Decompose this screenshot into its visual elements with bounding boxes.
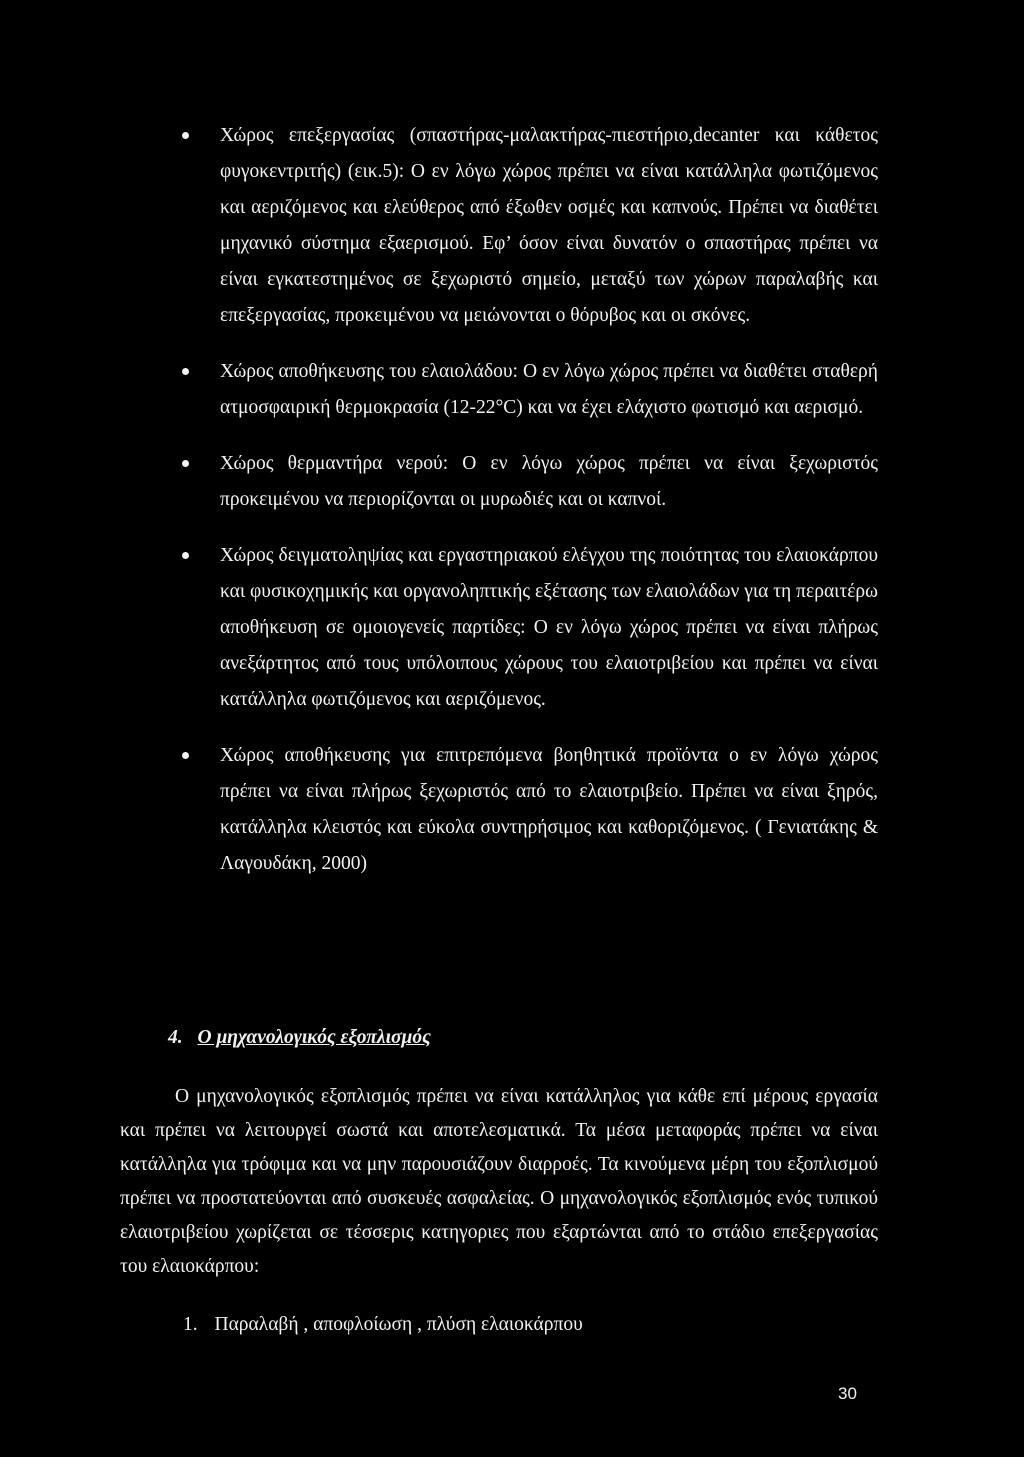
bullet-icon bbox=[182, 132, 189, 139]
body-paragraph: Ο μηχανολογικός εξοπλισμός πρέπει να είναι κατάλληλος για κάθε επί μέρους εργασία και πρέπει να λειτουργεί σωστά και αποτελεσματικά. Τα μέσα μεταφοράς πρέπει να είναι κατάλληλα για τρόφιμα και να μην παρουσιάζουν διαρροές. Τα κινούμενα μέρη του εξοπλισμού πρέπει να προστατεύονται από συσκευές ασφαλείας. Ο μηχανολογικός εξοπλισμός ενός τυπικού ελαιοτριβείου χωρίζεται σε τέσσερις κατηγοριες που εξαρτώνται από το στάδιο επεξεργασίας του ελαιοκάρπου: bbox=[120, 1086, 878, 1277]
bullet-item-oil-storage bbox=[0, 354, 1024, 426]
bullet-text: Χώρος θερμαντήρα νερού: Ο εν λόγω χώρος πρέπει να είναι ξεχωριστός προκειμένου να περιορίζονται οι μυρωδιές και οι καπνοί. bbox=[220, 453, 878, 510]
section-heading bbox=[168, 1027, 431, 1049]
bullet-icon bbox=[182, 460, 189, 467]
bullet-text: Χώρος αποθήκευσης του ελαιολάδου: Ο εν λόγω χώρος πρέπει να διαθέτει σταθερή ατμοσφαιρική θερμοκρασία (12-22°C) και να έχει ελάχιστο φωτισμό και αερισμό. bbox=[220, 361, 878, 418]
section-number: 4. bbox=[168, 1027, 183, 1048]
bullet-icon bbox=[182, 368, 189, 375]
bullet-text: Χώρος δειγματοληψίας και εργαστηριακού ελέγχου της ποιότητας του ελαιοκάρπου και φυσικοχημικής και οργανοληπτικής εξέτασης των ελαιολάδων για τη περαιτέρω αποθήκευση σε ομοιογενείς παρτίδες: Ο εν λόγω χώρος πρέπει να είναι πλήρως ανεξάρτητος από τους υπόλοιπους χώρους του ελαιοτριβείου και πρέπει να είναι κατάλληλα φωτιζόμενος και αεριζόμενος. bbox=[220, 545, 878, 710]
bullet-item-laboratory bbox=[0, 538, 1024, 718]
bullet-item-processing-area bbox=[0, 118, 1024, 334]
section-title: Ο μηχανολογικός εξοπλισμός bbox=[197, 1027, 431, 1048]
bullet-icon bbox=[182, 752, 189, 759]
list-item-text: Παραλαβή , αποφλοίωση , πλύση ελαιοκάρπου bbox=[214, 1314, 583, 1335]
bullet-text: Χώρος αποθήκευσης για επιτρεπόμενα βοηθητικά προϊόντα ο εν λόγω χώρος πρέπει να είναι πλήρως ξεχωριστός από το ελαιοτριβείο. Πρέπει να είναι ξηρός, κατάλληλα κλειστός και εύκολα συντηρήσιμος και καθοριζόμενος. ( Γενιατάκης & Λαγουδάκη, 2000) bbox=[220, 745, 878, 874]
bullet-item-auxiliary-storage bbox=[0, 738, 1024, 882]
bullet-item-water-heater bbox=[0, 446, 1024, 518]
page-number: 30 bbox=[838, 1384, 857, 1403]
bullet-text: Χώρος επεξεργασίας (σπαστήρας-μαλακτήρας-πιεστήριο,decanter και κάθετος φυγοκεντριτής) (εικ.5): Ο εν λόγω χώρος πρέπει να είναι κατάλληλα φωτιζόμενος και αεριζόμενος και ελεύθερος από έξωθεν οσμές και καπνούς. Πρέπει να διαθέτει μηχανικό σύστημα εξαερισμού. Εφ’ όσον είναι δυνατόν ο σπαστήρας πρέπει να είναι εγκατεστημένος σε ξεχωριστό σημείο, μεταξύ των χώρων παραλαβής και επεξεργασίας, προκειμένου να μειώνονται ο θόρυβος και οι σκόνες. bbox=[220, 125, 878, 326]
bullet-list bbox=[0, 118, 1024, 902]
list-item-number: 1. bbox=[183, 1314, 198, 1335]
numbered-list-item bbox=[183, 1314, 583, 1336]
bullet-icon bbox=[182, 552, 189, 559]
